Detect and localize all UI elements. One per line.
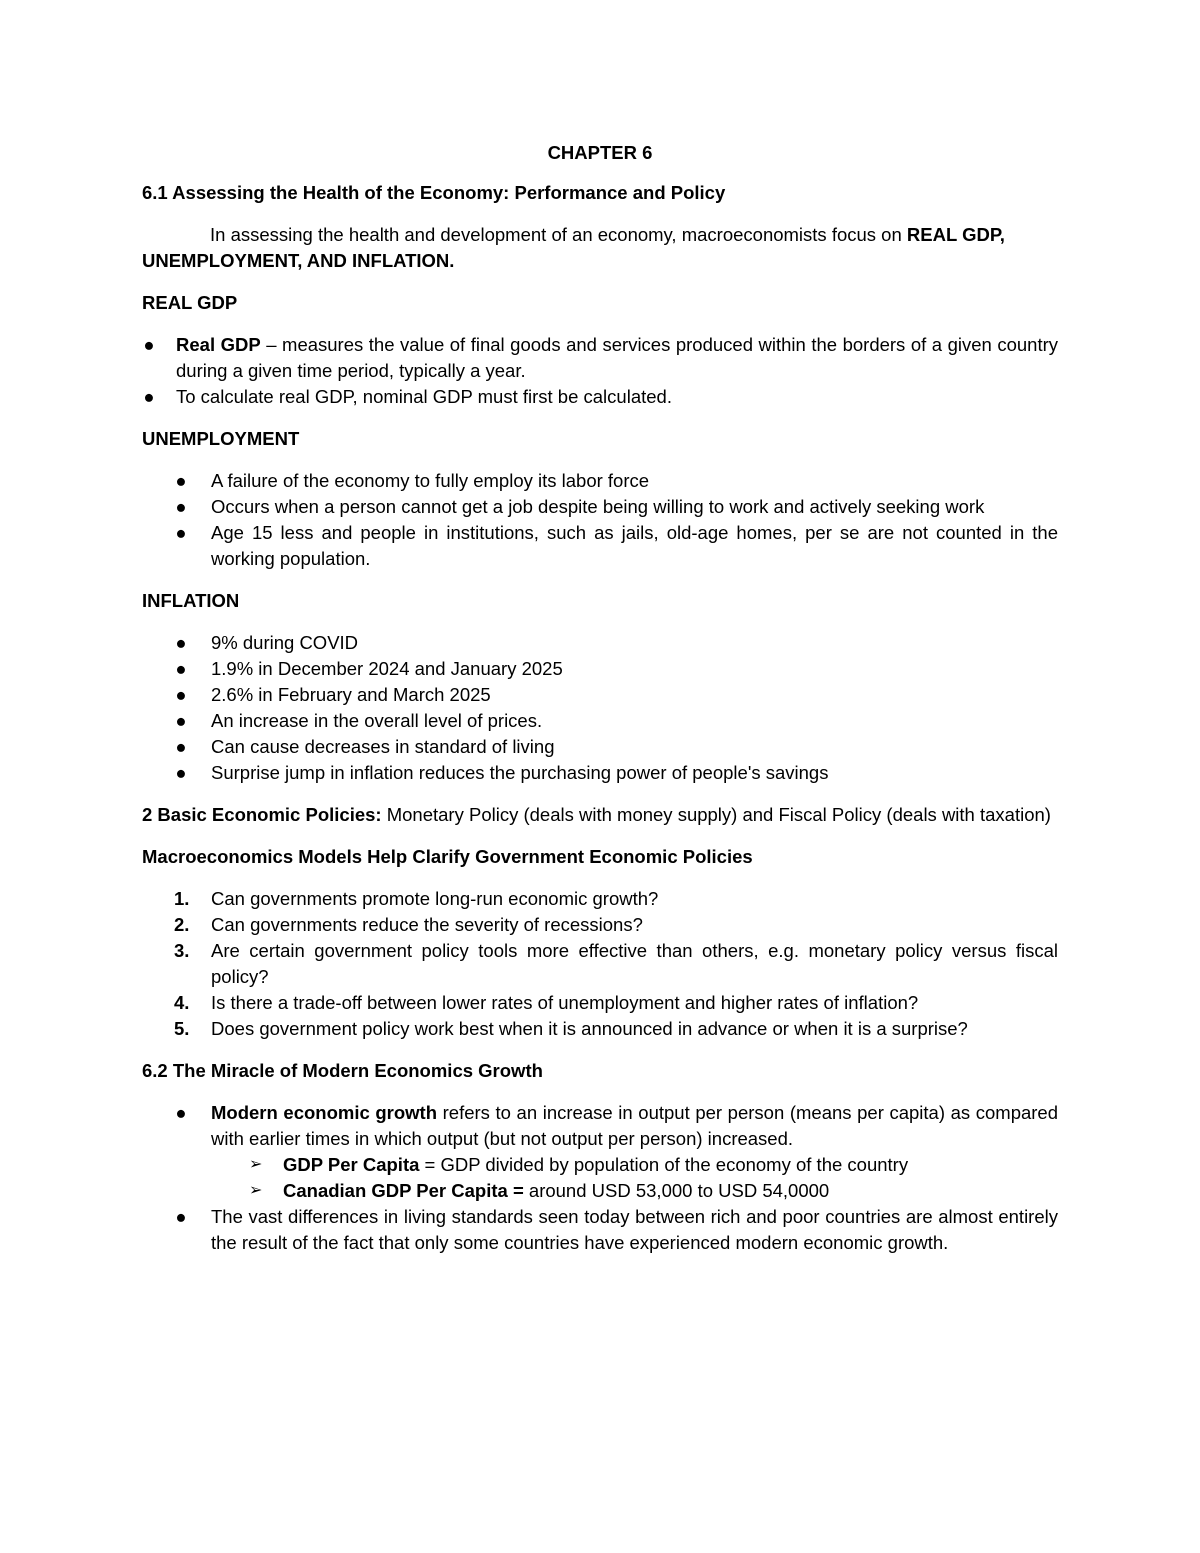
list-item-text: To calculate real GDP, nominal GDP must first be calculated.: [176, 386, 672, 407]
sub-list-item: [211, 1152, 1058, 1178]
list-item-text: 9% during COVID: [211, 632, 359, 653]
policies-label: 2 Basic Economic Policies:: [142, 804, 382, 825]
growth-sub-list: [211, 1152, 1058, 1204]
bullet-icon: ●: [175, 632, 187, 653]
list-item-text: The vast differences in living standards seen today between rich and poor countries are almost entirely the result of the fact that only some countries have experienced modern economic growth.: [211, 1206, 1058, 1253]
bullet-icon: ●: [175, 658, 187, 679]
policies-text: Monetary Policy (deals with money supply) and Fiscal Policy (deals with taxation): [381, 804, 1051, 825]
bullet-icon: ●: [143, 334, 155, 355]
list-item: [142, 468, 1058, 494]
list-item-text: Is there a trade-off between lower rates of unemployment and higher rates of inflation?: [211, 992, 919, 1013]
page-content: [142, 140, 1058, 1272]
canadian-gdp-term: Canadian GDP Per Capita =: [283, 1180, 524, 1201]
list-number: 2.: [174, 914, 190, 935]
list-item: [142, 1204, 1058, 1256]
list-item: [142, 938, 1058, 990]
models-question-list: [142, 886, 1058, 1042]
list-item: [142, 990, 1058, 1016]
unemployment-heading: UNEMPLOYMENT: [142, 428, 300, 449]
bullet-icon: ●: [175, 736, 187, 757]
list-item: [142, 708, 1058, 734]
list-item-text: Can cause decreases in standard of living: [211, 736, 555, 757]
list-item: [142, 384, 1058, 410]
bullet-icon: ●: [175, 684, 187, 705]
list-item: [142, 1016, 1058, 1042]
inflation-heading: INFLATION: [142, 590, 240, 611]
intro-text: In assessing the health and development of an economy, macroeconomists focus on: [210, 224, 907, 245]
unemployment-list: [142, 468, 1058, 572]
list-number: 3.: [174, 940, 190, 961]
arrow-bullet-icon: ➢: [249, 1156, 263, 1173]
list-item: [142, 760, 1058, 786]
list-item-text: 1.9% in December 2024 and January 2025: [211, 658, 563, 679]
models-heading: Macroeconomics Models Help Clarify Government Economic Policies: [142, 846, 753, 867]
bullet-icon: ●: [175, 522, 187, 543]
arrow-bullet-icon: ➢: [249, 1182, 263, 1199]
intro-bold-text: REAL GDP, UNEMPLOYMENT, AND INFLATION.: [142, 224, 1005, 271]
bullet-icon: ●: [175, 496, 187, 517]
list-item-text: An increase in the overall level of prices.: [211, 710, 543, 731]
list-item-text: 2.6% in February and March 2025: [211, 684, 491, 705]
list-item: [142, 520, 1058, 572]
real-gdp-list: [142, 332, 1058, 410]
list-item-text: Can governments reduce the severity of recessions?: [211, 914, 643, 935]
list-item: [142, 734, 1058, 760]
real-gdp-definition: – measures the value of final goods and services produced within the borders of a given country during a given time period, typically a year.: [176, 334, 1059, 381]
list-item: [142, 1100, 1058, 1204]
intro-paragraph: [142, 222, 1058, 274]
list-item-text: Age 15 less and people in institutions, such as jails, old-age homes, per se are not counted in the working population.: [211, 522, 1058, 569]
list-number: 4.: [174, 992, 190, 1013]
section-heading-6-2: 6.2 The Miracle of Modern Economics Growth: [142, 1060, 543, 1081]
sub-list-item: [211, 1178, 1058, 1204]
list-item-text: Surprise jump in inflation reduces the purchasing power of people's savings: [211, 762, 829, 783]
gdp-per-capita-text: = GDP divided by population of the economy of the country: [419, 1154, 909, 1175]
bullet-icon: ●: [143, 386, 155, 407]
real-gdp-heading: REAL GDP: [142, 292, 238, 313]
canadian-gdp-text: around USD 53,000 to USD 54,0000: [523, 1180, 830, 1201]
bullet-icon: ●: [175, 470, 187, 491]
bullet-icon: ●: [175, 1102, 187, 1123]
list-number: 5.: [174, 1018, 190, 1039]
list-item-text: Does government policy work best when it is announced in advance or when it is a surprise?: [211, 1018, 968, 1039]
section-heading-6-1: 6.1 Assessing the Health of the Economy: Performance and Policy: [142, 182, 726, 203]
chapter-title: CHAPTER 6: [547, 142, 653, 163]
bullet-icon: ●: [175, 762, 187, 783]
growth-term: Modern economic growth: [211, 1102, 438, 1123]
gdp-per-capita-term: GDP Per Capita: [283, 1154, 420, 1175]
policies-paragraph: [142, 802, 1058, 828]
list-item-text: Can governments promote long-run economic growth?: [211, 888, 659, 909]
list-item-text: A failure of the economy to fully employ its labor force: [211, 470, 650, 491]
list-item: [142, 912, 1058, 938]
list-item: [142, 494, 1058, 520]
growth-definition: refers to an increase in output per person (means per capita) as compared with earlier times in which output (but not output per person) increased.: [211, 1102, 1059, 1149]
list-item-text: Are certain government policy tools more effective than others, e.g. monetary policy versus fiscal policy?: [211, 940, 1058, 987]
bullet-icon: ●: [175, 710, 187, 731]
bullet-icon: ●: [175, 1206, 187, 1227]
list-item: [142, 656, 1058, 682]
list-item: [142, 682, 1058, 708]
list-item: [142, 886, 1058, 912]
list-item: [142, 630, 1058, 656]
growth-list: [142, 1100, 1058, 1256]
list-item: [142, 332, 1058, 384]
real-gdp-term: Real GDP: [176, 334, 261, 355]
inflation-list: [142, 630, 1058, 786]
list-item-text: Occurs when a person cannot get a job despite being willing to work and actively seeking work: [211, 496, 985, 517]
list-number: 1.: [174, 888, 190, 909]
